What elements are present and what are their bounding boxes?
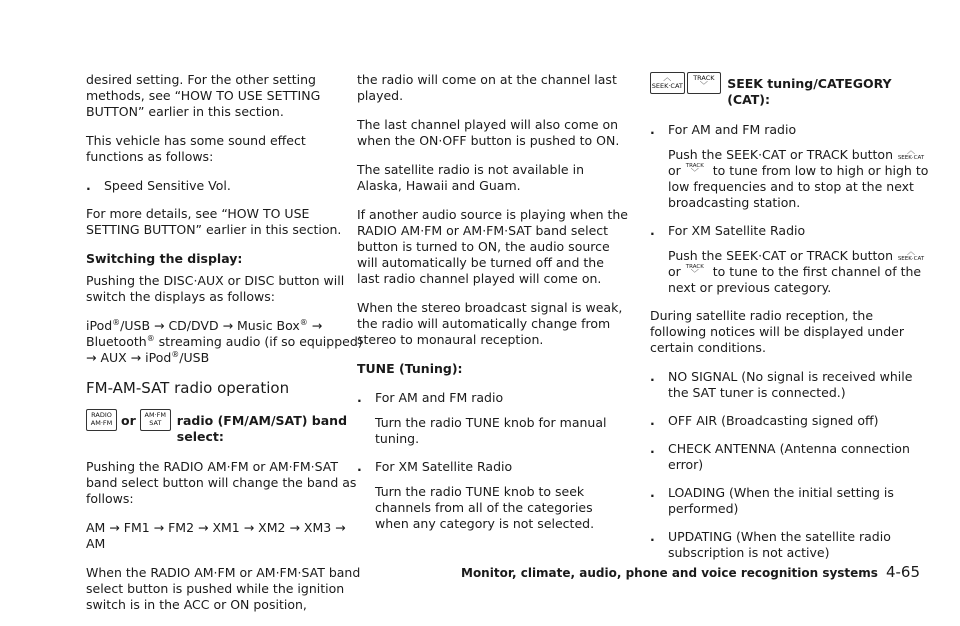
paragraph: During satellite radio reception, the following notices will be displayed under certain conditions. [650,308,904,355]
bullet-mark: . [650,122,655,137]
subheading: TUNE (Tuning): [357,361,463,376]
notice-item [650,369,930,401]
notice-item [650,441,930,473]
bullet-item [650,223,930,239]
seq-text: streaming audio (if so equipped) → AUX → iPod [86,334,363,365]
track-inline-icon: TRACK ﹀ [685,163,704,177]
seq-text: iPod [86,318,113,333]
notice-item [650,485,930,517]
bullet-item [357,390,629,406]
section-heading: FM-AM-SAT radio operation [86,379,290,397]
paragraph: the radio will come on at the channel last played. [357,72,617,103]
column-middle [357,72,629,544]
bullet-mark: . [357,390,362,405]
notice-text: CHECK ANTENNA (Antenna connection error) [668,441,910,472]
bullet-text: For AM and FM radio [668,122,797,137]
subheading: Switching the display: [86,251,243,266]
bullet-detail [650,147,930,211]
paragraph: When the RADIO AM·FM or AM·FM·SAT band select button is pushed while the ignition switch is in the ACC or ON position, [86,565,361,612]
detail-text: Push the SEEK·CAT or TRACK button [668,248,893,263]
detail-text: to tune from low to high or high to low frequencies and to stop at the next broadcasting station. [668,163,929,210]
paragraph: desired setting. For the other setting methods, see “HOW TO USE SETTING BUTTON” earlier in this section. [86,72,321,119]
bullet-text: For XM Satellite Radio [668,223,806,238]
paragraph: For more details, see “HOW TO USE SETTING BUTTON” earlier in this section. [86,206,342,237]
paragraph: Pushing the DISC·AUX or DISC button will switch the displays as follows: [86,273,345,304]
button-row [650,72,930,108]
paragraph: The last channel played will also come on when the ON·OFF button is pushed to ON. [357,117,620,148]
or-text: or [668,264,681,279]
seek-cat-inline-icon: ︿ SEEK·CAT [897,247,925,262]
bullet-detail: Turn the radio TUNE knob for manual tuning. [375,415,607,446]
button-label: radio (FM/AM/SAT) band select: [176,413,348,444]
bullet-detail: Turn the radio TUNE knob to seek channels from all of the categories when any category is not selected. [375,484,595,531]
notice-item [650,413,930,429]
bullet-mark: . [650,529,655,544]
or-text: or [668,163,681,178]
registered-mark: ® [112,317,121,327]
paragraph: Pushing the RADIO AM·FM or AM·FM·SAT band select button will change the band as follows: [86,459,357,506]
am-fm-sat-button-icon: AM·FM SAT [140,409,171,431]
bullet-mark: . [650,369,655,384]
bullet-item [357,459,629,475]
band-sequence: AM → FM1 → FM2 → XM1 → XM2 → XM3 → AM [86,520,346,551]
paragraph: If another audio source is playing when the RADIO AM·FM or AM·FM·SAT band select button is turned to ON, the audio source will automatically be turned off and the last radio channel played will come on. [357,207,628,286]
registered-mark: ® [299,317,308,327]
seq-text: /USB → CD/DVD → Music Box [120,318,300,333]
seek-cat-button-icon: ︿ SEEK·CAT [650,72,685,94]
bullet-text: For AM and FM radio [375,390,504,405]
paragraph: This vehicle has some sound effect functions as follows: [86,133,306,164]
display-sequence [86,318,366,366]
detail-text: Push the SEEK·CAT or TRACK button [668,147,893,162]
footer-section-title: Monitor, climate, audio, phone and voice recognition systems [461,566,878,580]
chevron-up-icon: ︿ [663,73,672,82]
page-footer [461,563,920,581]
detail-text: to tune to the first channel of the next or previous category. [668,264,922,295]
page-number: 4-65 [885,563,920,581]
or-text: or [121,413,136,428]
bullet-mark: . [357,459,362,474]
bullet-item [86,178,366,194]
registered-mark: ® [171,349,180,359]
bullet-mark: . [650,485,655,500]
notice-text: UPDATING (When the satellite radio subscription is not active) [668,529,891,560]
registered-mark: ® [146,333,155,343]
track-button-icon: TRACK ﹀ [687,72,722,94]
button-label: SEEK tuning/CATEGORY (CAT): [727,76,892,107]
bullet-text: Speed Sensitive Vol. [104,178,231,193]
notice-text: NO SIGNAL (No signal is received while the SAT tuner is connected.) [668,369,913,400]
column-left [86,72,366,626]
paragraph: The satellite radio is not available in Alaska, Hawaii and Guam. [357,162,584,193]
bullet-mark: . [86,178,91,193]
bullet-mark: . [650,223,655,238]
chevron-down-icon: ﹀ [699,81,708,90]
radio-button-icon: RADIO AM·FM [86,409,117,431]
bullet-mark: . [650,413,655,428]
seek-cat-inline-icon: ︿ SEEK·CAT [897,146,925,161]
bullet-item [650,122,930,138]
paragraph: When the stereo broadcast signal is weak, the radio will automatically change from stereo to monaural reception. [357,300,623,347]
notice-text: LOADING (When the initial setting is performed) [668,485,894,516]
column-right [650,72,930,573]
notice-text: OFF AIR (Broadcasting signed off) [668,413,879,428]
button-row [86,409,366,445]
bullet-text: For XM Satellite Radio [375,459,513,474]
track-inline-icon: TRACK ﹀ [685,264,704,278]
notice-item [650,529,930,561]
seq-text: → Bluetooth [86,318,323,349]
bullet-mark: . [650,441,655,456]
seq-text: /USB [179,350,210,365]
bullet-detail [650,248,930,296]
